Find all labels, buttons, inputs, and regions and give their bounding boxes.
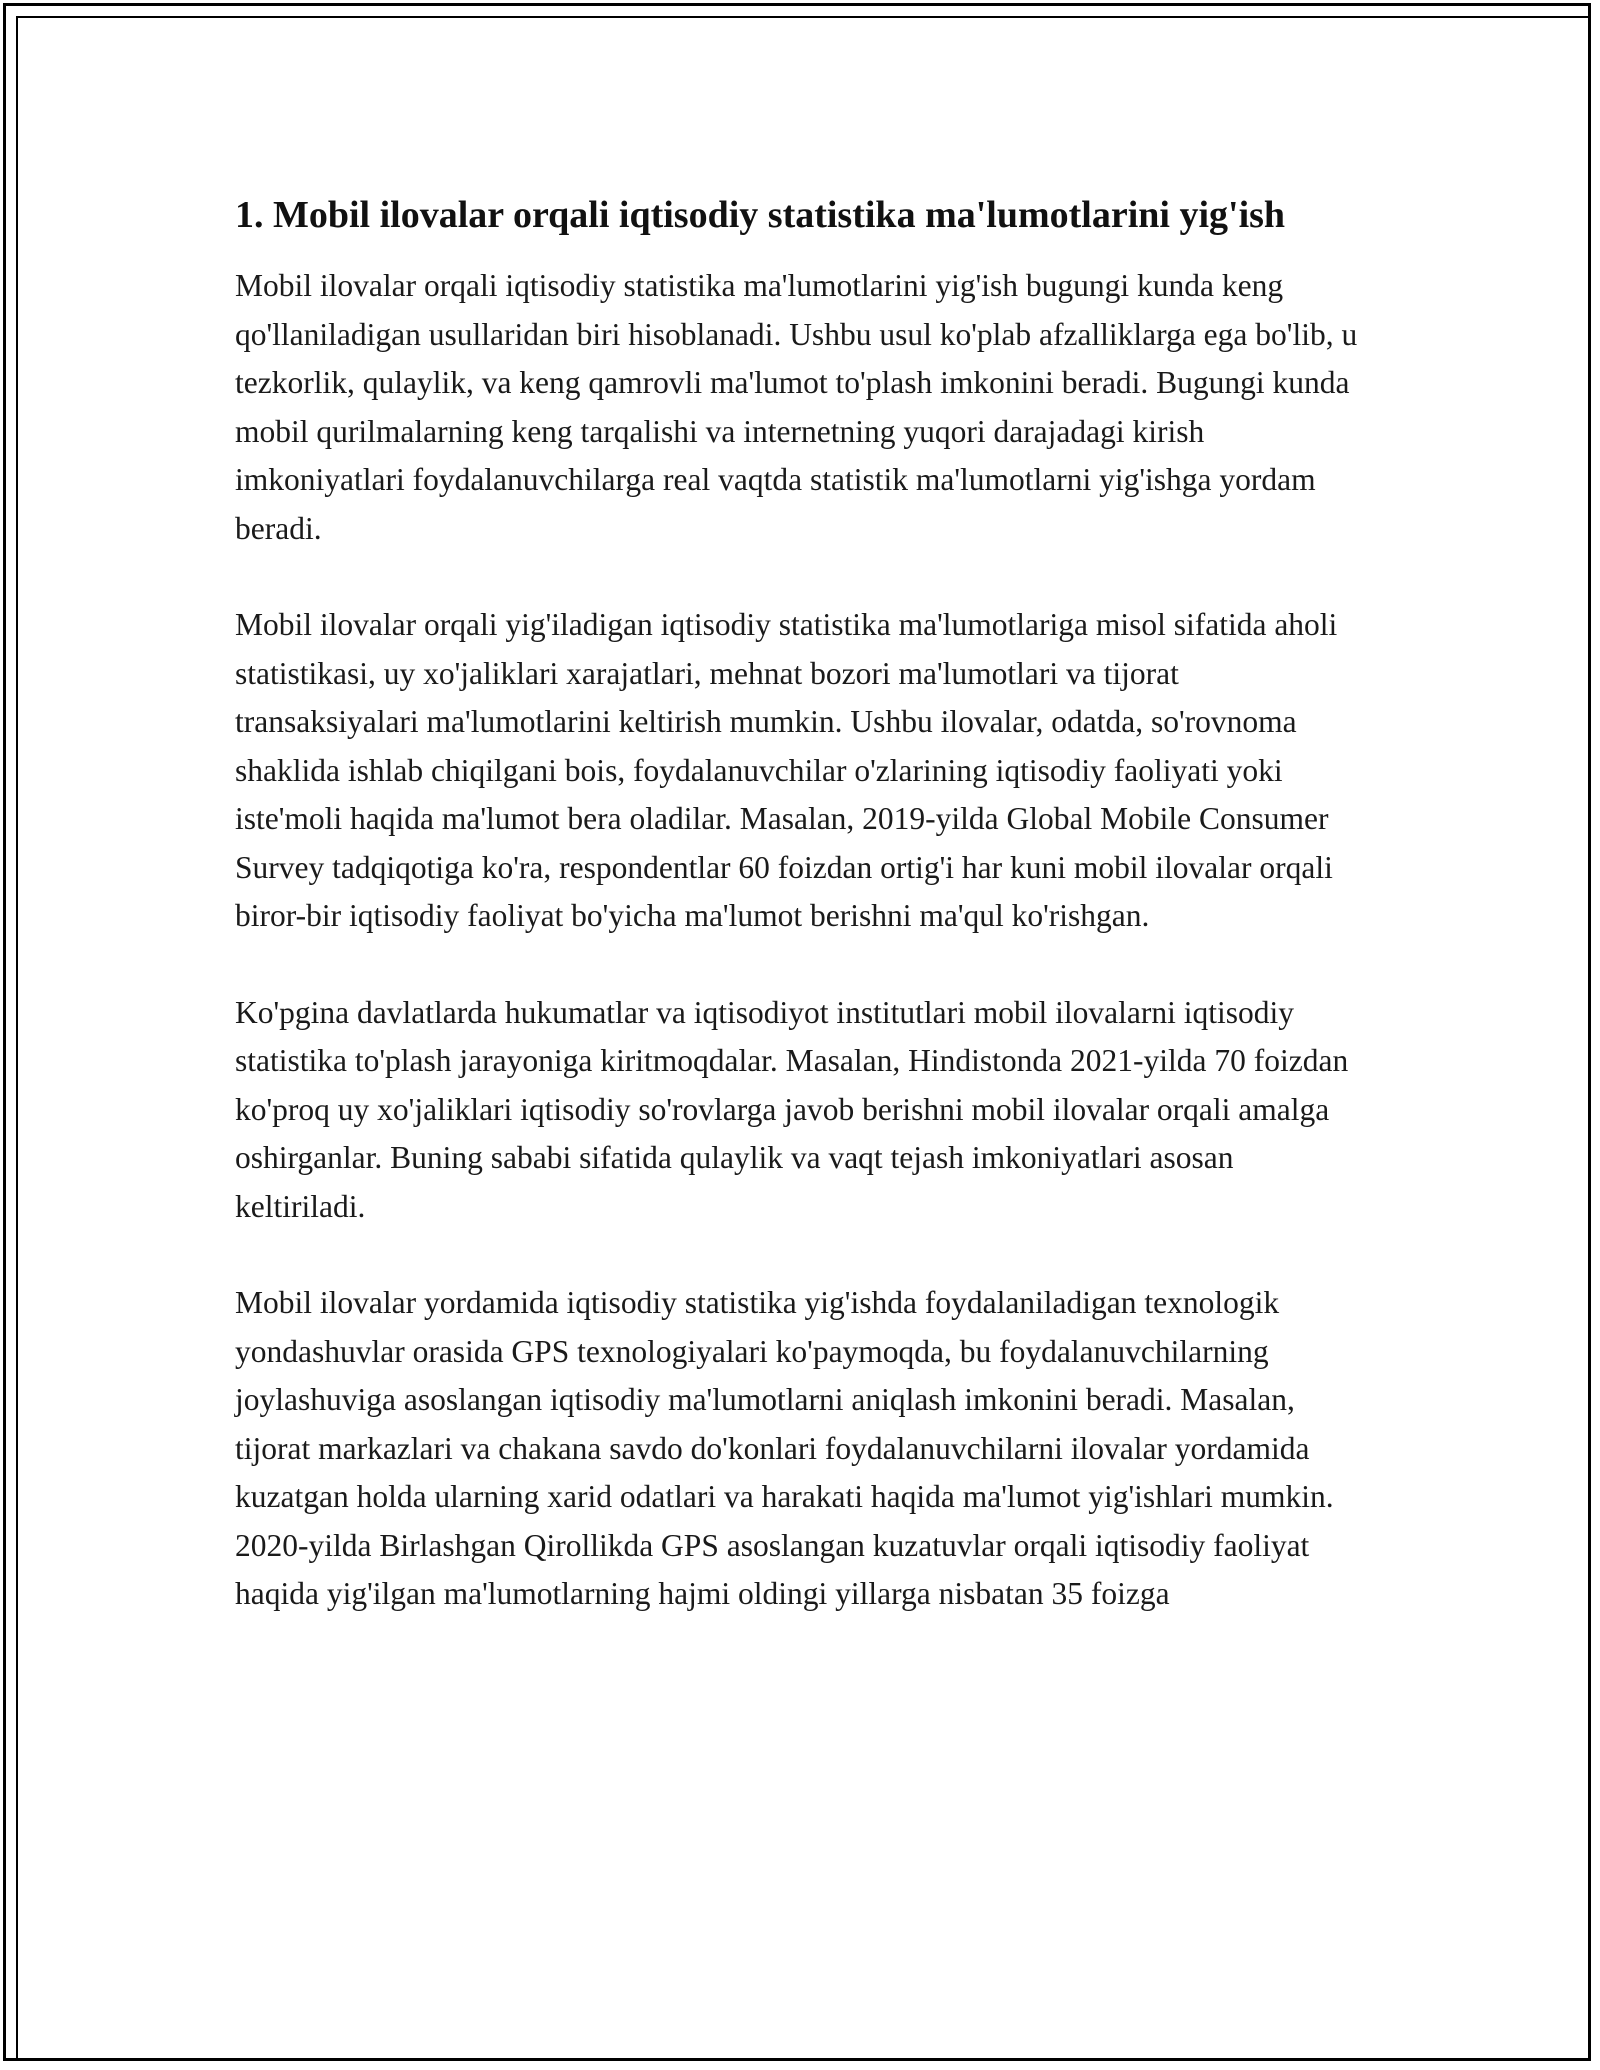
paragraph-3: Ko'pgina davlatlarda hukumatlar va iqtisodiyot institutlari mobil ilovalarni iqtisodiy statistika to'plash jarayoniga kiritmoqdalar. Masalan, Hindistonda 2021-yilda 70 foizdan ko'proq uy xo'jaliklari iqtisodiy so'rovlarga javob berishni mobil ilovalar orqali amalga oshirganlar. Buning sababi sifatida qulaylik va vaqt tejash imkoniyatlari asosan keltiriladi.: [235, 994, 1349, 1224]
section-heading: 1. Mobil ilovalar orqali iqtisodiy statistika ma'lumotlarini yig'ish: [235, 194, 1286, 236]
paragraph-1: Mobil ilovalar orqali iqtisodiy statistika ma'lumotlarini yig'ish bugungi kunda keng qo'llaniladigan usullaridan biri hisoblanadi. Ushbu usul ko'plab afzalliklarga ega bo'lib, u tezkorlik, qulaylik, va keng qamrovli ma'lumot to'plash imkonini beradi. Bugungi kunda mobil qurilmalarning keng tarqalishi va internetning yuqori darajadagi kirish imkoniyatlari foydalanuvchilarga real vaqtda statistik ma'lumotlarni yig'ishga yordam beradi.: [235, 268, 1358, 546]
paragraph-4: Mobil ilovalar yordamida iqtisodiy statistika yig'ishda foydalaniladigan texnologik yondashuvlar orasida GPS texnologiyalari ko'paymoqda, bu foydalanuvchilarning joylashuviga asoslangan iqtisodiy ma'lumotlarni aniqlash imkonini beradi. Masalan, tijorat markazlari va chakana savdo do'konlari foydalanuvchilarni ilovalar yordamida kuzatgan holda ularning xarid odatlari va harakati haqida ma'lumot yig'ishlari mumkin. 2020-yilda Birlashgan Qirollikda GPS asoslangan kuzatuvlar orqali iqtisodiy faoliyat haqida yig'ilgan ma'lumotlarning hajmi oldingi yillarga nisbatan 35 foizga: [235, 1285, 1334, 1611]
document-body: [235, 188, 1365, 1667]
paragraph-2: Mobil ilovalar orqali yig'iladigan iqtisodiy statistika ma'lumotlariga misol sifatida aholi statistikasi, uy xo'jaliklari xarajatlari, mehnat bozori ma'lumotlari va tijorat transaksiyalari ma'lumotlarini keltirish mumkin. Ushbu ilovalar, odatda, so'rovnoma shaklida ishlab chiqilgani bois, foydalanuvchilar o'zlarining iqtisodiy faoliyati yoki iste'moli haqida ma'lumot bera oladilar. Masalan, 2019-yilda Global Mobile Consumer Survey tadqiqotiga ko'ra, respondentlar 60 foizdan ortig'i har kuni mobil ilovalar orqali biror-bir iqtisodiy faoliyat bo'yicha ma'lumot berishni ma'qul ko'rishgan.: [235, 607, 1338, 933]
